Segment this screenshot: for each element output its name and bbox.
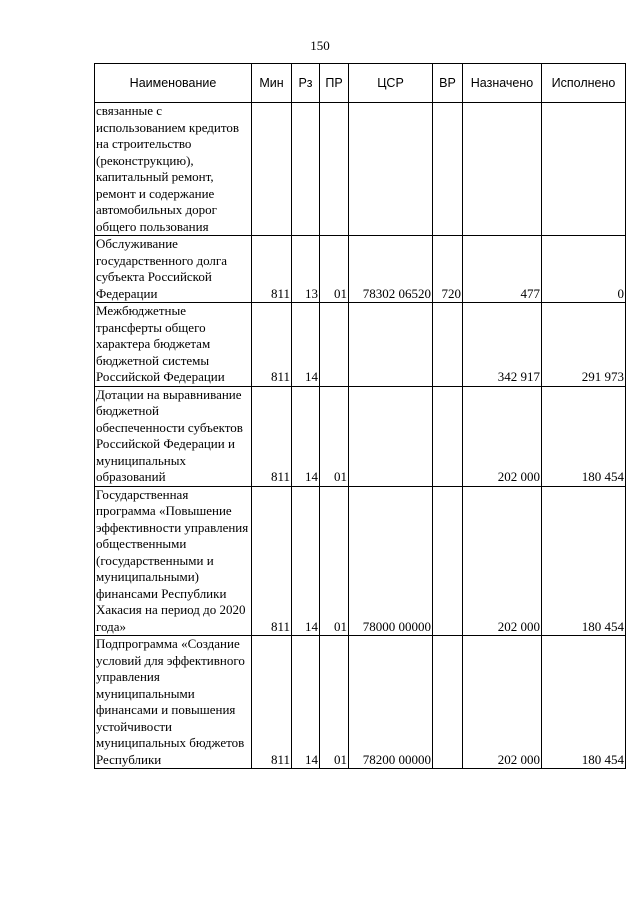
table-row (95, 236, 626, 303)
cell-assigned (463, 103, 542, 236)
cell-vr (433, 486, 463, 636)
column-header-pr: ПР (320, 64, 349, 103)
cell-csr (349, 386, 433, 486)
cell-vr (433, 303, 463, 387)
cell-pr: 01 (320, 486, 349, 636)
cell-pr: 01 (320, 636, 349, 769)
cell-name: связанные с использованием кредитов на строительство (реконструкцию), капитальный ремонт, ремонт и содержание автомобильных дорог общего пользования (95, 103, 252, 236)
column-header-vr: ВР (433, 64, 463, 103)
cell-min: 811 (252, 486, 292, 636)
cell-assigned: 477 (463, 236, 542, 303)
cell-vr (433, 636, 463, 769)
cell-min: 811 (252, 236, 292, 303)
cell-min: 811 (252, 386, 292, 486)
cell-csr (349, 303, 433, 387)
cell-vr (433, 103, 463, 236)
cell-pr: 01 (320, 386, 349, 486)
cell-executed: 180 454 (542, 486, 626, 636)
cell-min: 811 (252, 636, 292, 769)
cell-vr: 720 (433, 236, 463, 303)
column-header-name: Наименование (95, 64, 252, 103)
cell-executed (542, 103, 626, 236)
cell-name: Межбюджетные трансферты общего характера бюджетам бюджетной системы Российской Федерации (95, 303, 252, 387)
cell-executed: 0 (542, 236, 626, 303)
cell-name: Дотации на выравнивание бюджетной обеспеченности субъектов Российской Федерации и муниципальных образований (95, 386, 252, 486)
cell-rz: 14 (292, 486, 320, 636)
table-row (95, 303, 626, 387)
column-header-assigned: Назначено (463, 64, 542, 103)
cell-executed: 291 973 (542, 303, 626, 387)
cell-rz: 13 (292, 236, 320, 303)
cell-executed: 180 454 (542, 636, 626, 769)
cell-name: Подпрограмма «Создание условий для эффективного управления муниципальными финансами и повышения устойчивости муниципальных бюджетов Республики (95, 636, 252, 769)
cell-pr (320, 303, 349, 387)
cell-csr: 78000 00000 (349, 486, 433, 636)
cell-rz: 14 (292, 386, 320, 486)
cell-assigned: 202 000 (463, 486, 542, 636)
column-header-executed: Исполнено (542, 64, 626, 103)
table-row (95, 386, 626, 486)
cell-assigned: 342 917 (463, 303, 542, 387)
cell-rz (292, 103, 320, 236)
cell-pr (320, 103, 349, 236)
table-row (95, 486, 626, 636)
budget-table (94, 63, 626, 769)
cell-csr (349, 103, 433, 236)
cell-name: Обслуживание государственного долга субъекта Российской Федерации (95, 236, 252, 303)
column-header-rz: Рз (292, 64, 320, 103)
table-row (95, 103, 626, 236)
column-header-min: Мин (252, 64, 292, 103)
cell-assigned: 202 000 (463, 386, 542, 486)
cell-rz: 14 (292, 636, 320, 769)
table-header-row (95, 64, 626, 103)
cell-min: 811 (252, 303, 292, 387)
page-number: 150 (310, 38, 330, 53)
table-row (95, 636, 626, 769)
cell-min (252, 103, 292, 236)
cell-pr: 01 (320, 236, 349, 303)
column-header-csr: ЦСР (349, 64, 433, 103)
cell-assigned: 202 000 (463, 636, 542, 769)
cell-vr (433, 386, 463, 486)
cell-csr: 78200 00000 (349, 636, 433, 769)
cell-rz: 14 (292, 303, 320, 387)
cell-csr: 78302 06520 (349, 236, 433, 303)
cell-name: Государственная программа «Повышение эффективности управления общественными (государственными и муниципальными) финансами Республики Хакасия на период до 2020 года» (95, 486, 252, 636)
cell-executed: 180 454 (542, 386, 626, 486)
